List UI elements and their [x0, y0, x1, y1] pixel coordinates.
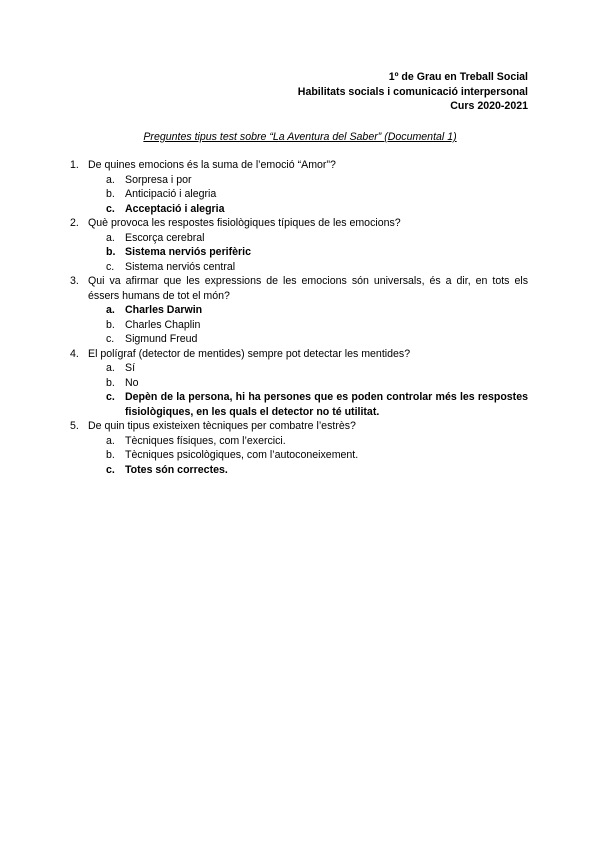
option-text: Depèn de la persona, hi ha persones que es poden controlar més les respostes fisiològiques, en les quals el detector no té utilitat.	[125, 391, 528, 418]
option-letter: c.	[106, 202, 115, 215]
question-number: 4.	[70, 347, 79, 360]
option	[88, 187, 528, 202]
option	[88, 231, 528, 246]
question-list	[70, 158, 528, 477]
question-5	[70, 419, 528, 477]
option	[88, 260, 528, 275]
option-letter: a.	[106, 173, 115, 186]
option-letter: b.	[106, 246, 116, 258]
option	[88, 318, 528, 333]
question-text: El polígraf (detector de mentides) sempre pot detectar les mentides?	[88, 347, 411, 360]
question-number: 1.	[70, 159, 79, 171]
option-text: Acceptació i alegria	[125, 202, 225, 215]
header-year: Curs 2020-2021	[450, 100, 528, 112]
question-text: De quin tipus existeixen tècniques per combatre l’estrès?	[88, 420, 356, 432]
option-text: No	[125, 376, 139, 389]
option	[88, 332, 528, 347]
header-course: 1º de Grau en Treball Social	[388, 71, 528, 83]
document-subtitle: Preguntes tipus test sobre “La Aventura del Saber” (Documental 1)	[143, 131, 457, 143]
option-text: Sigmund Freud	[125, 333, 198, 345]
question-number: 3.	[70, 275, 79, 287]
option-list	[88, 173, 528, 217]
option-letter: a.	[106, 434, 115, 447]
option-list	[88, 303, 528, 347]
option-text: Tècniques físiques, com l’exercici.	[125, 434, 286, 447]
option-letter: c.	[106, 391, 115, 403]
question-1	[70, 158, 528, 216]
option-correct	[88, 202, 528, 217]
question-number: 2.	[70, 217, 79, 229]
document-header	[298, 70, 528, 114]
option	[88, 448, 528, 463]
option	[88, 434, 528, 449]
option	[88, 173, 528, 188]
option-text: Charles Chaplin	[125, 318, 201, 331]
option-letter: a.	[106, 304, 115, 316]
option	[88, 376, 528, 391]
option-letter: a.	[106, 362, 115, 374]
question-text: De quines emocions és la suma de l’emoció “Amor”?	[88, 159, 336, 171]
option-correct	[88, 463, 528, 478]
option-list	[88, 434, 528, 478]
option-text: Sistema nerviós perifèric	[125, 246, 252, 258]
option-text: Sorpresa i por	[125, 173, 192, 186]
option-text: Charles Darwin	[125, 304, 203, 316]
option-letter: c.	[106, 463, 115, 476]
question-text: Què provoca les respostes fisiològiques típiques de les emocions?	[88, 217, 401, 229]
option-letter: b.	[106, 376, 115, 389]
option-text: Anticipació i alegria	[125, 188, 217, 200]
option-text: Sí	[125, 362, 136, 374]
option-correct	[88, 390, 528, 419]
option-letter: b.	[106, 449, 115, 461]
option-letter: b.	[106, 188, 115, 200]
header-subject: Habilitats socials i comunicació interpersonal	[297, 85, 528, 98]
question-text: Qui va afirmar que les expressions de les emocions són universals, és a dir, en tots els éssers humans de tot el món?	[88, 275, 528, 302]
option-text: Escorça cerebral	[125, 231, 205, 244]
option	[88, 361, 528, 376]
option-list	[88, 231, 528, 275]
option-text: Totes són correctes.	[125, 463, 228, 476]
option-correct	[88, 303, 528, 318]
option-letter: a.	[106, 231, 115, 244]
option-letter: c.	[106, 333, 115, 345]
question-2	[70, 216, 528, 274]
option-letter: c.	[106, 260, 115, 273]
question-4	[70, 347, 528, 420]
option-text: Sistema nerviós central	[125, 260, 236, 273]
option-text: Tècniques psicològiques, com l’autoconeixement.	[125, 449, 359, 461]
option-list	[88, 361, 528, 419]
question-number: 5.	[70, 420, 79, 432]
option-correct	[88, 245, 528, 260]
question-3	[70, 274, 528, 347]
option-letter: b.	[106, 318, 115, 331]
